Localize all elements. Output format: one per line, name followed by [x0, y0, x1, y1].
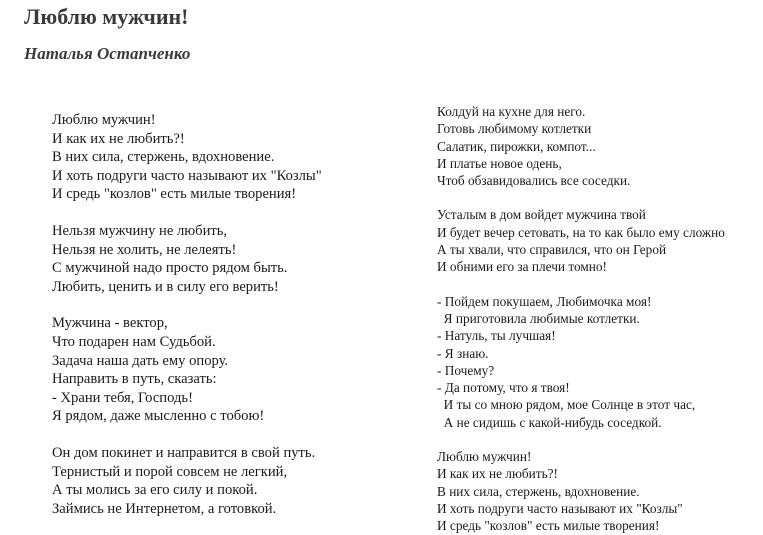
poem-line: Нельзя не холить, не лелеять! — [52, 241, 237, 258]
stanza — [52, 444, 322, 518]
poem-line: - Я знаю. — [437, 345, 489, 361]
poem-line: А не сидишь с какой-нибудь соседкой. — [437, 414, 662, 430]
poem-author: Наталья Остапченко — [24, 44, 191, 63]
poem-line: - Почему? — [437, 362, 495, 378]
poem-line: Он дом покинет и направится в свой путь. — [52, 444, 316, 461]
stanza — [437, 293, 725, 431]
poem-line: В них сила, стержень, вдохновение. — [52, 149, 275, 166]
poem-line: Колдуй на кухне для него. — [437, 104, 586, 119]
poem-line: И хоть подруги часто называют их "Козлы" — [437, 500, 683, 516]
stanza — [52, 314, 322, 426]
poem-line: Чтоб обзавидовались все соседки. — [437, 173, 631, 189]
poem-line: И средь "козлов" есть милые творения! — [52, 186, 297, 203]
poem-line: И хоть подруги часто называют их "Козлы" — [52, 167, 322, 184]
poem-line: И средь "козлов" есть милые творения! — [437, 518, 660, 534]
poem-line: Мужчина - вектор, — [52, 315, 168, 332]
poem-line: И платье новое одень, — [437, 155, 562, 171]
poem-line: Люблю мужчин! — [437, 449, 532, 465]
poem-column-right — [437, 103, 725, 535]
poem-line: Любить, ценить и в силу его верить! — [52, 278, 279, 295]
poem-line: Направить в путь, сказать: — [52, 371, 217, 388]
poem-line: Салатик, пирожки, компот... — [437, 138, 596, 154]
poem-title: Люблю мужчин! — [24, 4, 189, 29]
poem-line: В них сила, стержень, вдохновение. — [437, 483, 640, 499]
poem-line: Нельзя мужчину не любить, — [52, 222, 228, 239]
poem-line: А ты хвали, что справился, что он Герой — [437, 242, 667, 258]
stanza — [52, 111, 322, 204]
poem-line: А ты молись за его силу и покой. — [52, 482, 258, 499]
poem-line: С мужчиной надо просто рядом быть. — [52, 260, 288, 277]
stanza — [437, 448, 725, 534]
stanza — [437, 206, 725, 275]
poem-line: Люблю мужчин! — [52, 112, 156, 128]
stanza — [437, 103, 725, 189]
poem-line: И ты со мною рядом, мое Солнце в этот час, — [437, 397, 696, 413]
poem-line: Тернистый и порой совсем не легкий, — [52, 463, 288, 480]
poem-line: Усталым в дом войдет мужчина твой — [437, 207, 646, 223]
poem-line: - Натуль, ты лучшая! — [437, 328, 556, 344]
poem-line: И как их не любить?! — [52, 130, 185, 147]
poem-line: - Храни тебя, Господь! — [52, 389, 193, 406]
poem-line: И как их не любить?! — [437, 466, 558, 482]
poem-line: И будет вечер сетовать, на то как было ему сложно — [437, 224, 725, 240]
poem-line: - Пойдем покушаем, Любимочка моя! — [437, 293, 652, 309]
poem-line: Я приготовила любимые котлетки. — [437, 310, 640, 326]
stanza — [52, 222, 322, 296]
poem-line: И обними его за плечи томно! — [437, 259, 607, 275]
poem-line: - Да потому, что я твоя! — [437, 380, 570, 396]
poem-line: Готовь любимому котлетки — [437, 121, 592, 137]
poem-line: Я рядом, даже мысленно с тобою! — [52, 408, 265, 425]
poem-line: Что подарен нам Судьбой. — [52, 333, 216, 350]
poem-line: Займись не Интернетом, а готовкой. — [52, 500, 277, 517]
poem-line: Задача наша дать ему опору. — [52, 352, 229, 369]
poem-column-left — [52, 111, 322, 518]
